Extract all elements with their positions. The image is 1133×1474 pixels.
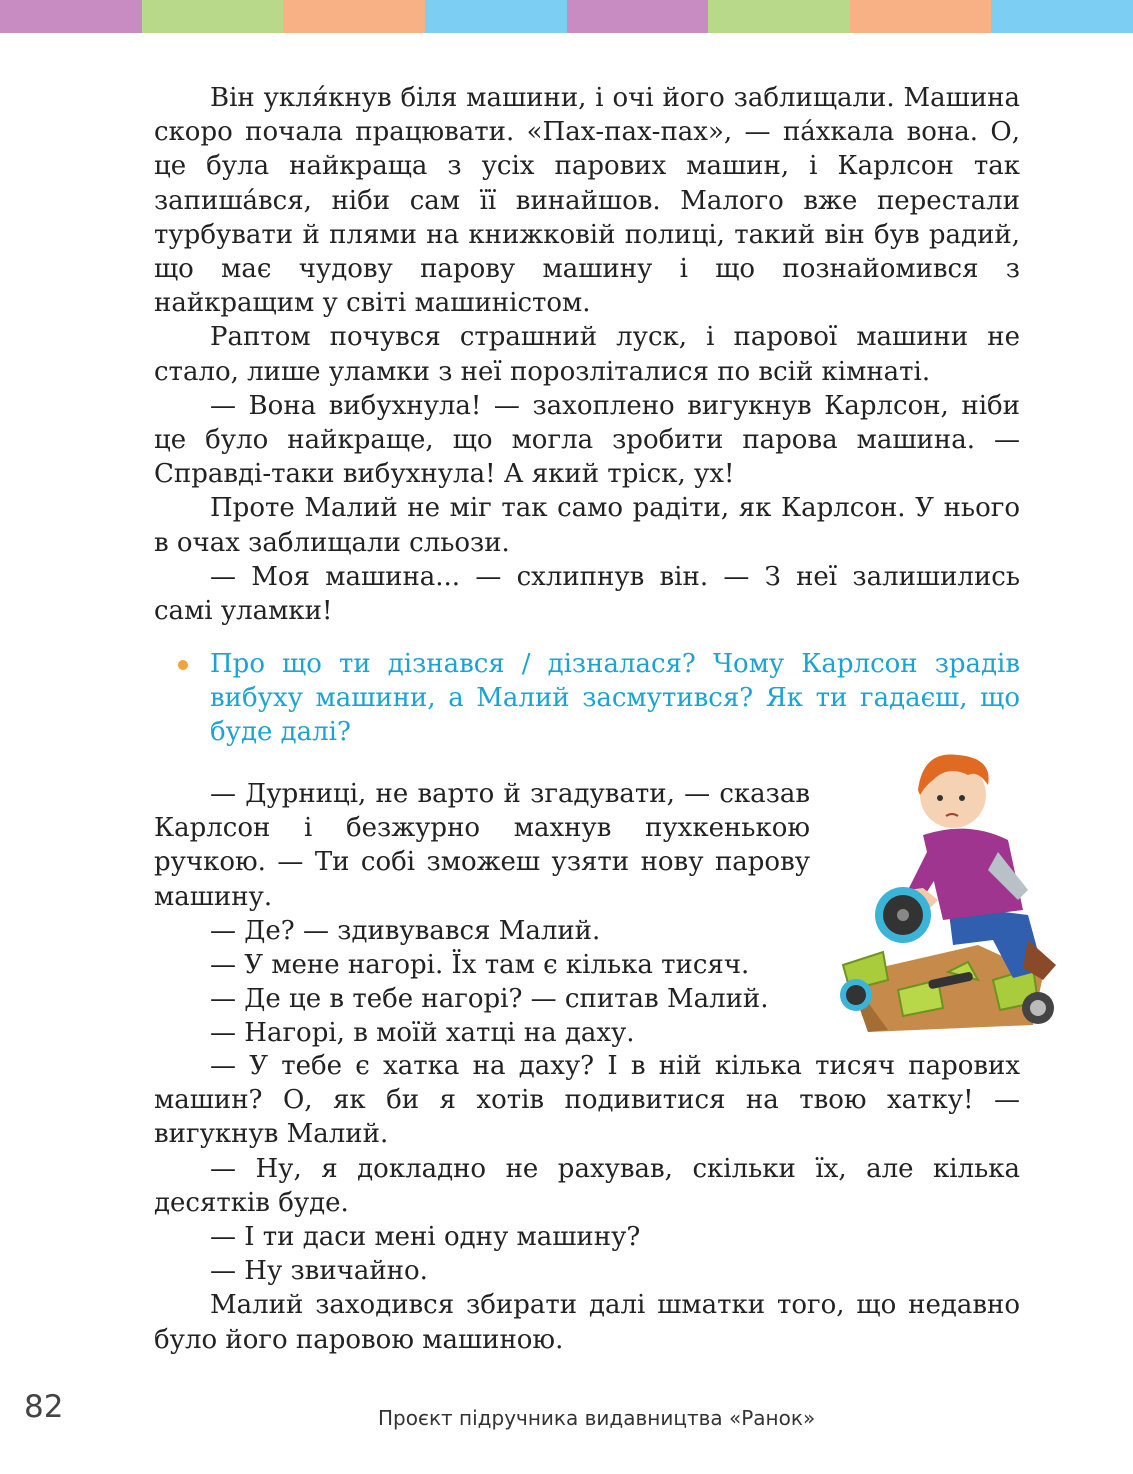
paragraph: — Нагорі, в моїй хатці на даху.: [210, 1018, 635, 1049]
color-segment: [0, 0, 142, 33]
paragraph: — Ну звичайно.: [210, 1256, 428, 1287]
footer-note: Проєкт підручника видавництва «Ранок»: [378, 1406, 816, 1430]
story-part-3: [154, 1049, 1020, 1357]
color-segment: [425, 0, 567, 33]
question-text: Про що ти дізнався / дізналася? Чому Карлсон зрадів вибуху машини, а Малий засмутився? Як ти гадаєш, що буде далі?: [210, 649, 1020, 748]
story-part-1: [154, 81, 1020, 628]
color-segment: [142, 0, 284, 33]
story-part-2: [154, 777, 810, 1051]
paragraph: — Вона вибухнула! — захоплено вигукнув Карлсон, ніби це було найкраще, що могла зробити парова машина. — Справді-таки вибухнула! А який тріск, ух!: [154, 390, 1020, 490]
boy-with-broken-toy-icon: [828, 740, 1068, 1040]
paragraph: Він укля́кнув біля машини, і очі його заблищали. Машина скоро почала працювати. «Пах-пах-пах», — па́хкала вона. О, це була найкраща з усіх парових машин, і Карлсон так запиша́вся, ніби сам її винайшов. Малого вже перестали турбувати й плями на книжковій полиці, такий він був радий, що має чудову парову машину і що познайомився з найкращим у світі машиністом.: [154, 83, 1020, 319]
paragraph: — У мене нагорі. Їх там є кілька тисяч.: [210, 950, 750, 981]
question-block: [154, 647, 1020, 750]
paragraph: — Ну, я докладно не рахував, скільки їх, але кілька десятків буде.: [154, 1153, 1020, 1218]
bullet-icon: [178, 660, 188, 670]
top-color-bar: [0, 0, 1133, 33]
paragraph: Раптом почувся страшний луск, і парової машини не стало, лише уламки з неї порозліталися по всій кімнаті.: [154, 322, 1020, 387]
paragraph: — Де це в тебе нагорі? — спитав Малий.: [210, 984, 769, 1015]
paragraph: — Моя машина... — схлипнув він. — З неї залишились самі уламки!: [154, 561, 1020, 627]
color-segment: [991, 0, 1133, 33]
paragraph: — І ти даси мені одну машину?: [210, 1222, 641, 1253]
color-segment: [708, 0, 850, 33]
color-segment: [850, 0, 992, 33]
paragraph: — У тебе є хатка на даху? І в ній кілька тисяч парових машин? О, як би я хотів подивитися на твою хатку! — вигукнув Малий.: [154, 1051, 1020, 1150]
paragraph: — Дурниці, не варто й згадувати, — сказав Карлсон і безжурно махнув пухкенькою ручкою. — Ти собі зможеш узяти нову парову машину.: [154, 779, 810, 912]
color-segment: [567, 0, 709, 33]
paragraph: — Де? — здивувався Малий.: [210, 915, 601, 946]
page-number: 82: [24, 1389, 64, 1425]
color-segment: [283, 0, 425, 33]
paragraph: Проте Малий не міг так само радіти, як Карлсон. У нього в очах заблищали сльози.: [154, 493, 1020, 558]
paragraph: Малий заходився збирати далі шматки того, що недавно було його паровою машиною.: [154, 1290, 1020, 1355]
